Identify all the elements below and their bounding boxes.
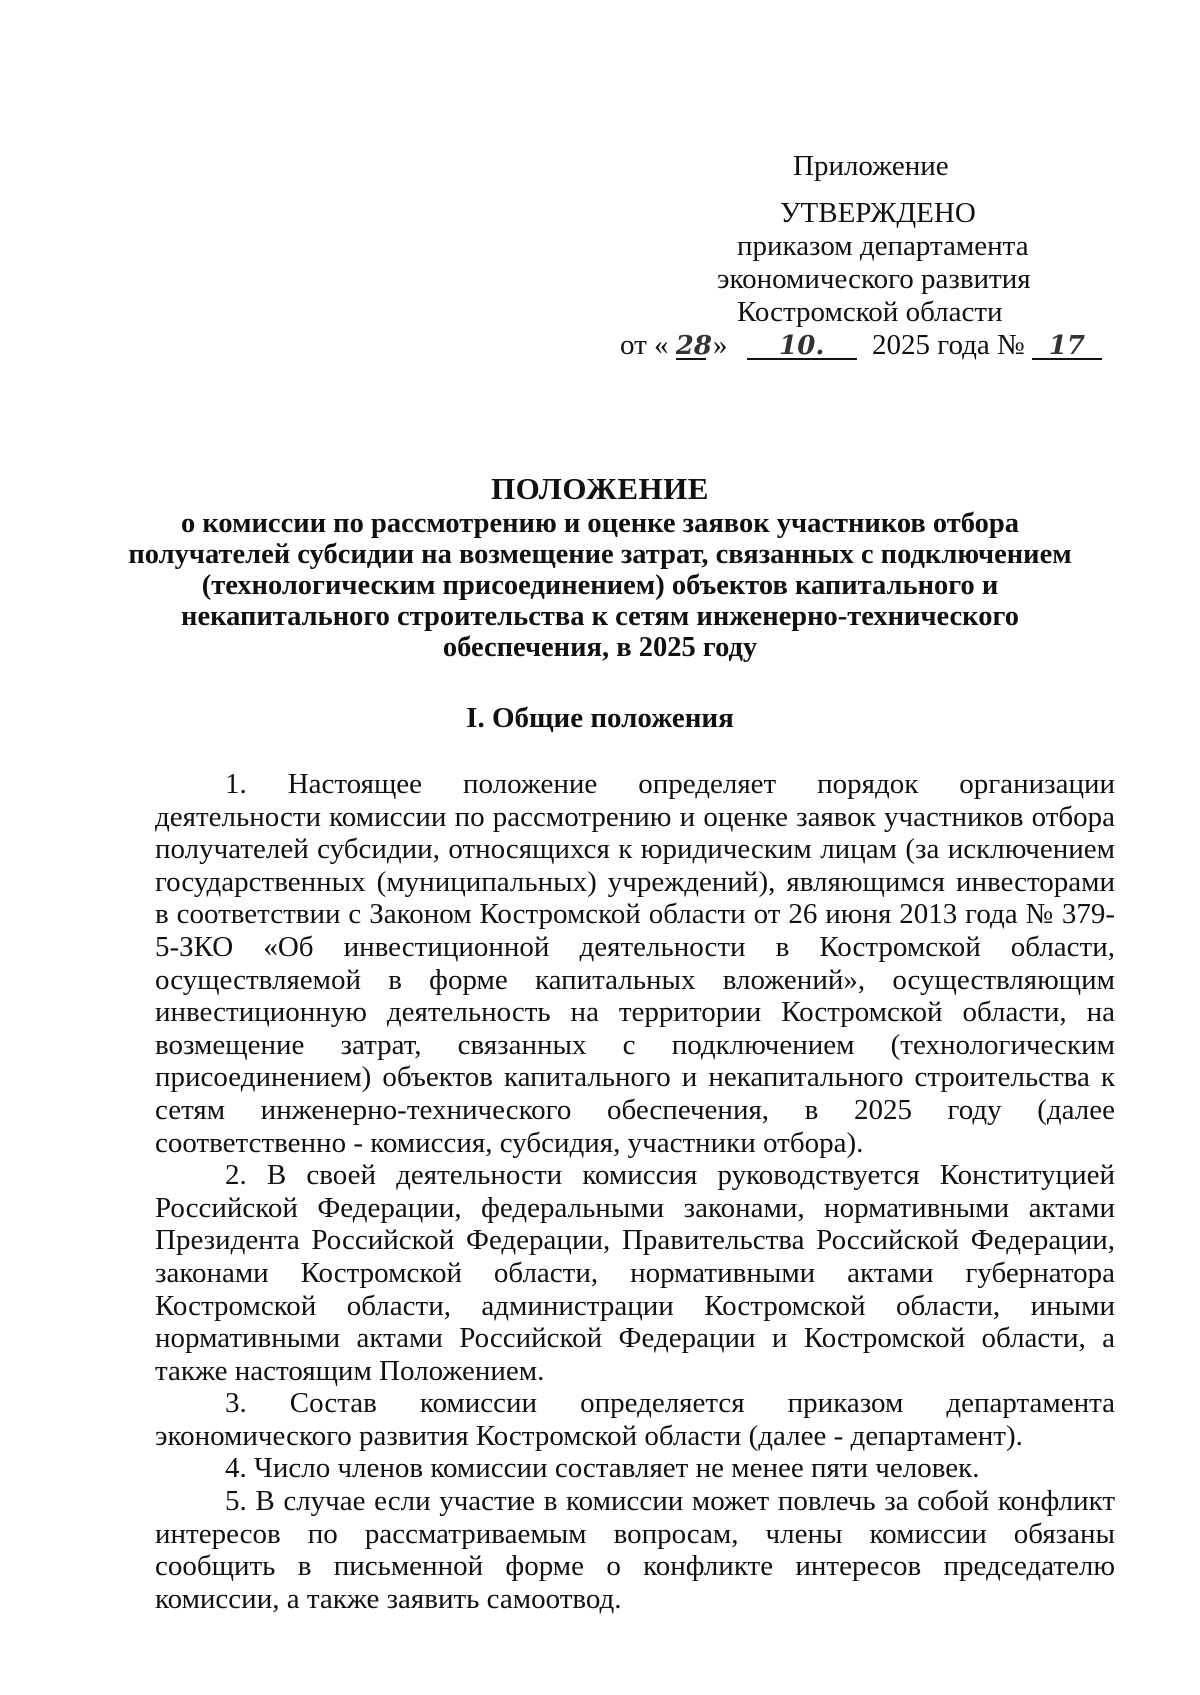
handwritten-day: 28 [675, 331, 712, 361]
title-subject-line: некапитального строительства к сетям инженерно-технического [181, 601, 1019, 632]
approval-block [620, 150, 1125, 363]
approval-department-line: экономического развития [717, 263, 1031, 295]
paragraph: 3. Состав комиссии определяется приказом департамента экономического развития Костромской области (далее - департамент). [155, 1387, 1115, 1452]
approval-region-line: Костромской области [737, 296, 1003, 328]
paragraph: 2. В своей деятельности комиссия руководствуется Конституцией Российской Федерации, федеральными законами, нормативными актами Президента Российской Федерации, Правительства Российской Федерации, законами Костромской области, нормативными актами губернатора Костромской области, администрации Костромской области, иными нормативными актами Российской Федерации и Костромской области, а также настоящим Положением. [155, 1159, 1115, 1387]
title-subject-line: обеспечения, в 2025 году [442, 632, 758, 663]
paragraph: 1. Настоящее положение определяет порядок организации деятельности комиссии по рассмотрению и оценке заявок участников отбора получателей субсидии, относящихся к юридическим лицам (за исключением государственных (муниципальных) учреждений), являющимся инвесторами в соответствии с Законом Костромской области от 26 июня 2013 года № 379-5-ЗКО «Об инвестиционной деятельности в Костромской области, осуществляемой в форме капитальных вложений», осуществляющим инвестиционную деятельность на территории Костромской области, на возмещение затрат, связанных с подключением (технологическим присоединением) объектов капитального и некапитального строительства к сетям инженерно-технического обеспечения, в 2025 году (далее соответственно - комиссия, субсидия, участники отбора). [155, 768, 1115, 1159]
appendix-label: Приложение [793, 150, 949, 182]
date-year: 2025 года № [872, 329, 1025, 361]
title-heading: ПОЛОЖЕНИЕ [491, 471, 709, 506]
title-subject-line: получателей субсидии на возмещение затрат, связанных с подключением [128, 539, 1072, 570]
date-mid: » [713, 329, 728, 361]
title-subject-line: (технологическим присоединением) объектов капитального и [201, 570, 999, 601]
approved-label: УТВЕРЖДЕНО [780, 197, 976, 229]
document-body [155, 768, 1115, 1615]
approval-order-line: приказом департамента [737, 230, 1029, 262]
section-heading: I. Общие положения [466, 702, 734, 734]
paragraph: 5. В случае если участие в комиссии может повлечь за собой конфликт интересов по рассматриваемым вопросам, члены комиссии обязаны сообщить в письменной форме о конфликте интересов председателю комиссии, а также заявить самоотвод. [155, 1485, 1115, 1615]
handwritten-month: 10. [747, 330, 857, 363]
paragraph: 4. Число членов комиссии составляет не менее пяти человек. [225, 1452, 980, 1485]
title-subject-line: о комиссии по рассмотрению и оценке заявок участников отбора [180, 508, 1020, 539]
document-title [120, 470, 1080, 663]
handwritten-doc-number: 17 [1032, 330, 1102, 363]
date-prefix: от « [620, 329, 669, 361]
approval-date-line [620, 329, 1125, 363]
